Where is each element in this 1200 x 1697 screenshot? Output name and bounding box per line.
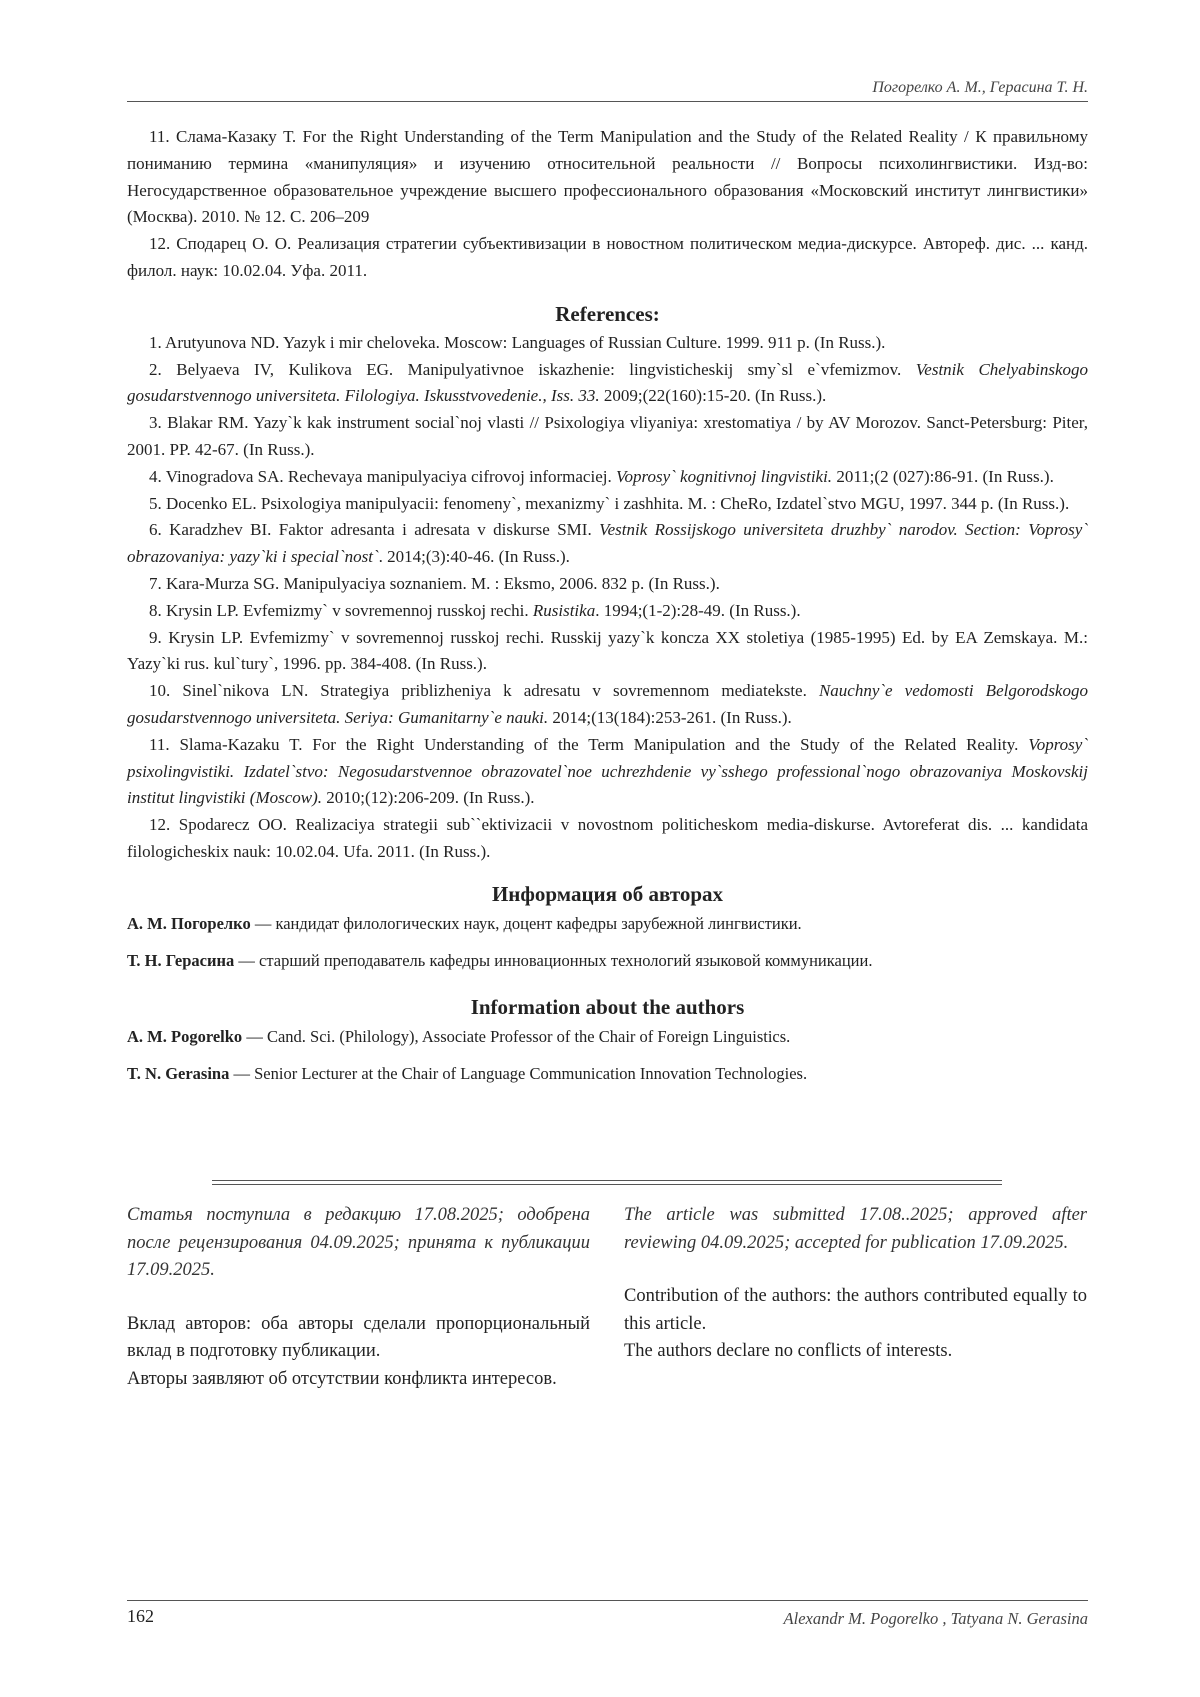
- authors-info-en-title: Information about the authors: [470, 994, 745, 1019]
- running-head: Погорелко А. М., Герасина Т. Н.: [872, 79, 1088, 96]
- reference-text: 2010;(12):206-209. (In Russ.).: [322, 788, 535, 808]
- author-description: — Cand. Sci. (Philology), Associate Professor of the Chair of Foreign Linguistics.: [242, 1026, 791, 1046]
- reference-item: [127, 231, 1088, 285]
- reference-text: 2014;(13(184):253-261. (In Russ.).: [548, 707, 792, 727]
- reference-text: 1. Arutyunova ND. Yazyk i mir cheloveka. Moscow: Languages of Russian Culture. 1999. 911 p. (In Russ.).: [149, 332, 886, 352]
- reference-text: 3. Blakar RM. Yazy`k kak instrument social`noj vlasti // Psixologiya vliyaniya: xrestomatiya / by AV Morozov. Sanct-Petersburg: Piter, 2001. PP. 42-67. (In Russ.).: [127, 413, 1088, 459]
- reference-item: [127, 491, 1088, 518]
- article-history-en: The article was submitted 17.08..2025; approved after reviewing 04.09.2025; accepted for publication 17.09.2025.: [624, 1205, 1087, 1253]
- article-info-en: [624, 1202, 1087, 1366]
- reference-item: [127, 464, 1088, 491]
- author-info-ru-1: [127, 912, 1088, 936]
- footer-rule: [127, 1600, 1088, 1601]
- reference-text: 4. Vinogradova SA. Rechevaya manipulyaciya cifrovoj informaciej.: [149, 466, 616, 486]
- reference-text: . 2014;(3):40-46. (In Russ.).: [378, 547, 570, 567]
- page-number: 162: [127, 1606, 154, 1626]
- reference-text: 2. Belyaeva IV, Kulikova EG. Manipulyativnoe iskazhenie: lingvisticheskij smy`sl e`vfemizmov.: [149, 359, 916, 379]
- contribution-en: Contribution of the authors: the authors contributed equally to this article.: [624, 1286, 1087, 1334]
- reference-item: [127, 124, 1088, 231]
- author-description: — кандидат филологических наук, доцент кафедры зарубежной лингвистики.: [250, 913, 802, 933]
- reference-text: 12. Сподарец О. О. Реализация стратегии субъективизации в новостном политическом медиа-дискурсе. Автореф. дис. ... канд. филол. наук: 10.02.04. Уфа. 2011.: [127, 234, 1088, 280]
- author-info-en-2: [127, 1062, 1088, 1086]
- author-name: A. M. Pogorelko: [127, 1026, 243, 1046]
- article-history-ru: Статья поступила в редакцию 17.08.2025; одобрена после рецензирования 04.09.2025; принята к публикации 17.09.2025.: [127, 1205, 590, 1280]
- reference-item: [127, 357, 1088, 411]
- reference-item: [127, 812, 1088, 866]
- reference-source-italic: Vestnik Rossijskogo universiteta druzhby` narodov. Section: Voprosy` obrazovaniya: yazy`ki i special`nost`: [127, 520, 1089, 567]
- reference-item: [127, 625, 1088, 679]
- authors-info-ru-title: Информация об авторах: [491, 881, 724, 906]
- author-info-ru-2: [127, 949, 1088, 973]
- reference-text: 2009;(22(160):15-20. (In Russ.).: [599, 386, 827, 406]
- reference-item: [127, 598, 1088, 625]
- reference-text: . 1994;(1-2):28-49. (In Russ.).: [595, 600, 801, 620]
- reference-text: 5. Docenko EL. Psixologiya manipulyacii: fenomeny`, mexanizmy` i zashhita. M. : CheRo, Izdatel`stvo MGU, 1997. 344 p. (In Russ.).: [149, 493, 1070, 513]
- reference-text: 7. Kara-Murza SG. Manipulyaciya soznaniem. M. : Eksmo, 2006. 832 p. (In Russ.).: [149, 573, 720, 593]
- reference-text: 11. Слама-Казаку Т. For the Right Understanding of the Term Manipulation and the Study of the Related Reality / К правильному пониманию термина «манипуляция» и изучению относительной реальности // Вопросы психолингвистики. Изд-во: Негосударственное образовательное учреждение высшего профессионального образования «Московский институт лингвистики» (Москва). 2010. № 12. С. 206–209: [127, 127, 1088, 227]
- section-divider: [212, 1180, 1002, 1185]
- main-content: [127, 124, 1088, 1086]
- conflict-ru: Авторы заявляют об отсутствии конфликта интересов.: [127, 1368, 557, 1389]
- reference-text: 2011;(2 (027):86-91. (In Russ.).: [832, 466, 1054, 486]
- reference-item: [127, 678, 1088, 732]
- author-description: — старший преподаватель кафедры инновационных технологий языковой коммуникации.: [234, 950, 873, 970]
- reference-text: 11. Slama-Kazaku T. For the Right Understanding of the Term Manipulation and the Study of the Related Reality.: [149, 734, 1029, 754]
- references-title: References:: [555, 301, 660, 326]
- reference-item: [127, 410, 1088, 464]
- reference-text: 8. Krysin LP. Evfemizmy` v sovremennoj russkoj rechi.: [149, 600, 533, 620]
- reference-item: [127, 732, 1088, 812]
- reference-source-italic: Voprosy` psixolingvistiki. Izdatel`stvo: Negosudarstvennoe obrazovatel`noe uchrezhdenie vy`sshego professional`nogo obrazovaniya Moskovskij institut lingvistiki (Moscow).: [127, 734, 1088, 808]
- author-info-en-1: [127, 1025, 1088, 1049]
- conflict-en: The authors declare no conflicts of interests.: [624, 1341, 953, 1361]
- reference-item: [127, 571, 1088, 598]
- author-name: T. N. Gerasina: [127, 1063, 230, 1083]
- reference-item: [127, 517, 1088, 571]
- russian-references-continued: [127, 124, 1088, 285]
- references-list: [127, 330, 1088, 866]
- reference-source-italic: Voprosy` kognitivnoj lingvistiki.: [615, 466, 833, 486]
- reference-text: 12. Spodarecz OO. Realizaciya strategii sub``ektivizacii v novostnom politicheskom media-diskurse. Avtoreferat dis. ... kandidata filologicheskix nauk: 10.02.04. Ufa. 2011. (In Russ.).: [127, 815, 1088, 861]
- reference-text: 9. Krysin LP. Evfemizmy` v sovremennoj russkoj rechi. Russkij yazy`k koncza XX stoletiya (1985-1995) Ed. by EA Zemskaya. M.: Yazy`ki rus. kul`tury`, 1996. pp. 384-408. (In Russ.).: [127, 627, 1088, 674]
- reference-text: 10. Sinel`nikova LN. Strategiya priblizheniya k adresatu v sovremennom mediatekste.: [149, 681, 819, 701]
- header-rule: [127, 101, 1088, 102]
- author-description: — Senior Lecturer at the Chair of Language Communication Innovation Technologies.: [229, 1063, 808, 1083]
- reference-source-italic: Nauchny`e vedomosti Belgorodskogo gosudarstvennogo universiteta. Seriya: Gumanitarny`e nauki.: [127, 681, 1088, 727]
- contribution-ru: Вклад авторов: оба авторы сделали пропорциональный вклад в подготовку публикации.: [127, 1313, 590, 1361]
- footer-authors: Alexandr M. Pogorelko , Tatyana N. Gerasina: [783, 1609, 1088, 1628]
- reference-text: 6. Karadzhev BI. Faktor adresanta i adresata v diskurse SMI.: [149, 520, 600, 540]
- author-name: Т. Н. Герасина: [127, 950, 235, 970]
- reference-source-italic: Rusistika: [532, 600, 596, 620]
- reference-item: [127, 330, 1088, 357]
- article-info-ru: [127, 1202, 590, 1393]
- author-name: А. М. Погорелко: [127, 913, 251, 933]
- reference-source-italic: Vestnik Chelyabinskogo gosudarstvennogo universiteta. Filologiya. Iskusstvovedenie., Iss. 33.: [127, 359, 1088, 406]
